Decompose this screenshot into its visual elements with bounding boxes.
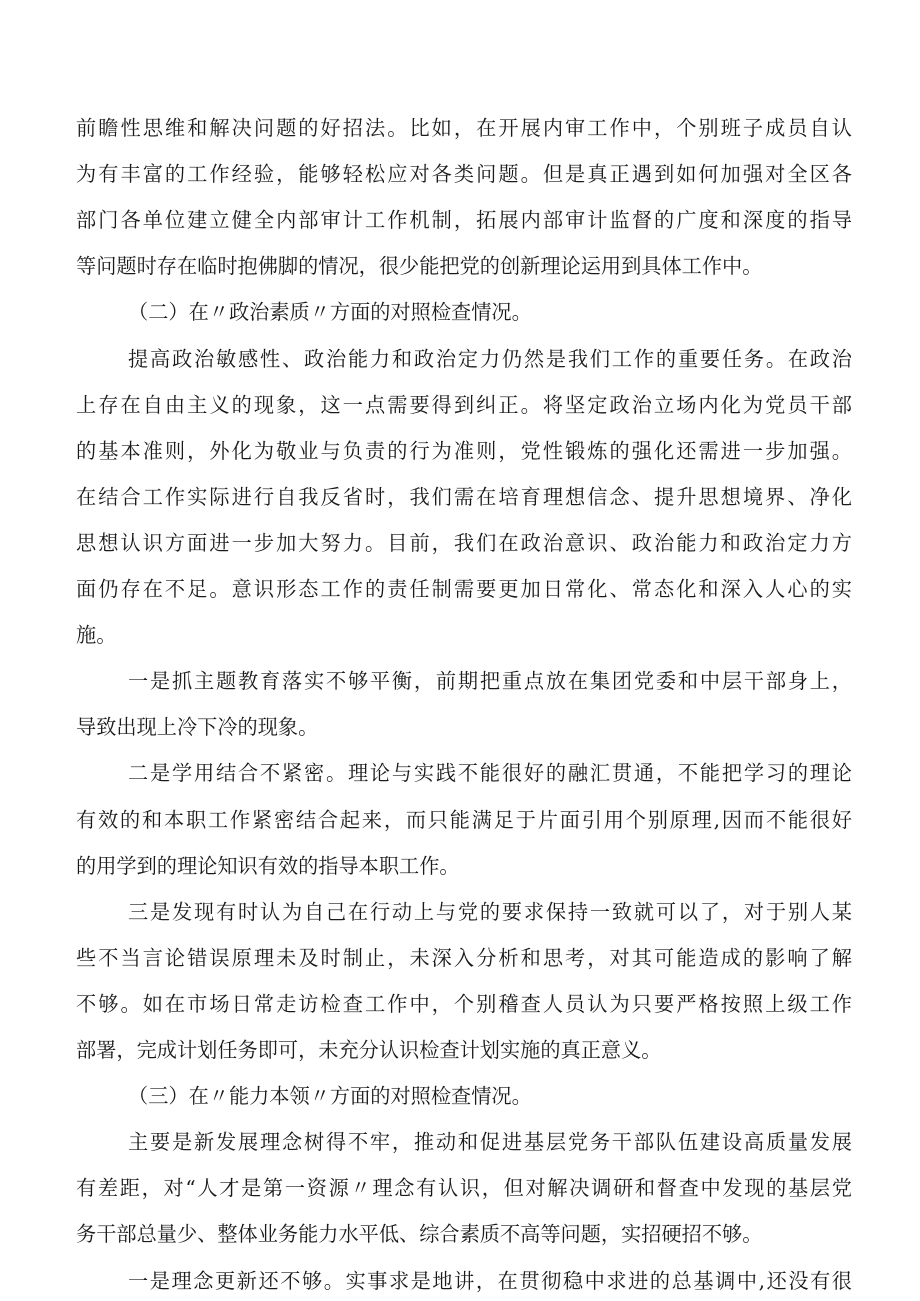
text-line: 上存在自由主义的现象，这一点需要得到纠正。将坚定政治立场内化为党员干部 xyxy=(76,392,852,417)
text-line: 一是抓主题教育落实不够平衡，前期把重点放在集团党委和中层干部身上， xyxy=(128,669,852,694)
text-line: 部署，完成计划任务即可，未充分认识检查计划实施的真正意义。 xyxy=(76,1038,662,1062)
text-line: 有效的和本职工作紧密结合起来，而只能满足于片面引用个别原理,因而不能很好 xyxy=(76,807,852,832)
text-line: 有差距，对“人才是第一资源〃理念有认识，但对解决调研和督查中发现的基层党 xyxy=(76,1176,852,1201)
text-line: 二是学用结合不紧密。理论与实践不能很好的融汇贯通，不能把学习的理论 xyxy=(128,761,852,786)
text-line: 的基本准则，外化为敬业与负责的行为准则，党性锻炼的强化还需进一步加强。 xyxy=(76,438,852,463)
text-line: 等问题时存在临时抱佛脚的情况，很少能把党的创新理论运用到具体工作中。 xyxy=(76,254,763,279)
section-heading: （三）在〃能力本领〃方面的对照检查情况。 xyxy=(128,1084,532,1109)
text-line: 为有丰富的工作经验，能够轻松应对各类问题。但是真正遇到如何加强对全区各 xyxy=(76,162,852,187)
text-line: 在结合工作实际进行自我反省时，我们需在培育理想信念、提升思想境界、净化 xyxy=(76,484,852,509)
text-line: 思想认识方面进一步加大努力。目前，我们在政治意识、政治能力和政治定力方 xyxy=(76,530,852,555)
text-line: 导致出现上冷下冷的现象。 xyxy=(76,715,319,740)
text-line: 的用学到的理论知识有效的指导本职工作。 xyxy=(76,853,460,878)
text-line: 主要是新发展理念树得不牢，推动和促进基层党务干部队伍建设高质量发展 xyxy=(128,1130,852,1155)
text-line: 不够。如在市场日常走访检查工作中，个别稽查人员认为只要严格按照上级工作 xyxy=(76,991,852,1016)
text-line: 务干部总量少、整体业务能力水平低、综合素质不高等问题，实招硬招不够。 xyxy=(76,1222,763,1247)
text-line: 前瞻性思维和解决问题的好招法。比如，在开展内审工作中，个别班子成员自认 xyxy=(76,116,852,140)
text-line: 施。 xyxy=(76,623,117,648)
text-line: 一是理念更新还不够。实事求是地讲，在贯彻稳中求进的总基调中,还没有很 xyxy=(128,1268,852,1293)
text-line: 面仍存在不足。意识形态工作的责任制需要更加日常化、常态化和深入人心的实 xyxy=(76,577,852,601)
text-line: 些不当言论错误原理未及时制止，未深入分析和思考，对其可能造成的影响了解 xyxy=(76,945,852,970)
text-line: 部门各单位建立健全内部审计工作机制，拓展内部审计监督的广度和深度的指导 xyxy=(76,208,852,233)
section-heading: （二）在〃政治素质〃方面的对照检查情况。 xyxy=(128,300,532,325)
text-line: 三是发现有时认为自己在行动上与党的要求保持一致就可以了，对于别人某 xyxy=(128,899,852,924)
text-line: 提高政治敏感性、政治能力和政治定力仍然是我们工作的重要任务。在政治 xyxy=(128,346,852,371)
